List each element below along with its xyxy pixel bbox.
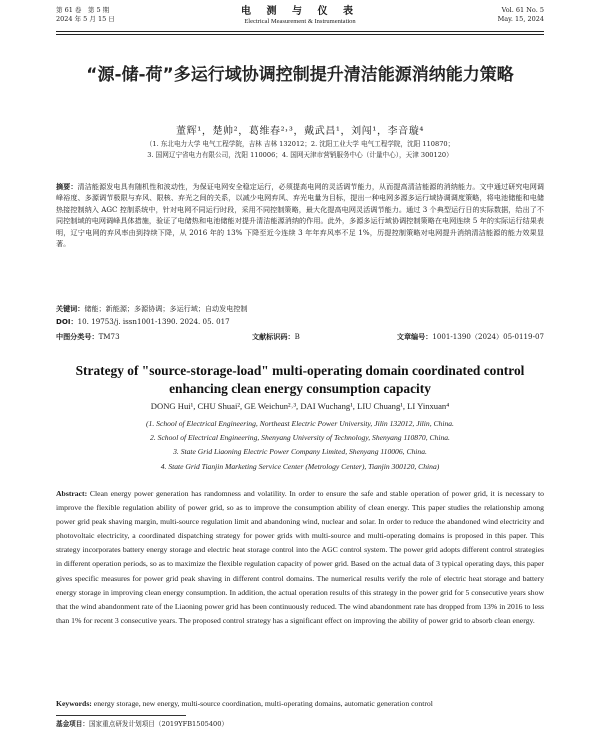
journal-name-cn: 电 测 与 仪 表 (241, 6, 359, 17)
doc-code-label: 文献标识码： (252, 332, 295, 341)
affiliation-line: （1. 东北电力大学 电气工程学院，吉林 吉林 132012；2. 沈阳工业大学 电气工程学院，沈阳 110870； (145, 140, 455, 148)
date-en: May. 15, 2024 (497, 15, 544, 23)
funding-note (56, 719, 544, 729)
abstract-en-label: Abstract: (56, 489, 90, 498)
affiliations-cn (52, 139, 548, 160)
running-header (56, 6, 544, 32)
abstract-en-text: Clean energy power generation has randomness and volatility. In order to ensure the safe and stable operation of power grid, it is necessary to improve the flexible regulation ability of power grid, so as to improve the consumption ability of clean energy. This paper studies the relationship among power grid peak shaving margin, multi-source regulation limit and abandoning wind, nuclear and solar. In order to reduce the abandoned wind electricity and photovoltaic electricity, a coordinated dispatching strategy for power grids with multi-source and multi-operating domains is proposed in this paper. This strategy incorporates battery energy storage and electric heat storage control into the AGC control system. The power grid adopts different control strategies in different operation periods, so as to maximize the flexible regulation capacity of power grid. Based on the actual data of 3 typical operating days, this paper gives specific measures for power grid peak shaving in different control domains. The numerical results verify the role of electric heat storage and battery energy storage in improving clean energy consumption. In addition, the actual operation results of this strategy in the power grid for 5 consecutive years show that the wind abandonment rate of the Liaoning power grid has been continuously reduced. The wind abandonment rate has dropped from 13% in 2016 to less than 1% for recent 3 consecutive years. The proposed control strategy has a significant effect on improving the ability of power grid to absorb clean energy. (56, 489, 544, 625)
funding-label: 基金项目： (56, 720, 89, 728)
doi (56, 316, 544, 327)
doi-text: 10. 19753/j. issn1001-1390. 2024. 05. 017 (77, 317, 230, 326)
keywords-en-label: Keywords: (56, 699, 94, 708)
affiliation-line: 4. State Grid Tianjin Marketing Service Center (Metrology Center), Tianjin 300120, China) (160, 461, 440, 471)
doc-code-value: B (294, 332, 300, 341)
header-rule-thick (56, 31, 544, 32)
keywords-en-text: energy storage, new energy, multi-source coordination, multi-operating domains, automatic generation control (93, 699, 433, 708)
volume-issue-en: Vol. 61 No. 5 (501, 6, 544, 14)
clc-number (56, 331, 120, 342)
affiliation-line: 3. State Grid Liaoning Electric Power Company Limited, Shenyang 110006, China. (173, 447, 427, 457)
title-cn: “源-储-荷”多运行域协调控制提升清洁能源消纳能力策略 (86, 65, 514, 85)
document-code (252, 331, 300, 342)
doi-label: DOI： (56, 317, 78, 326)
keywords-cn-text: 储能；新能源；多源协调；多运行域；自动发电控制 (84, 304, 248, 313)
header-right (498, 6, 544, 24)
affiliation-line: 2. School of Electrical Engineering, Shenyang University of Technology, Shenyang 110870, China. (150, 433, 450, 443)
clc-value: TM73 (98, 332, 120, 341)
title-en: Strategy of "source-storage-load" multi-operating domain coordinated control enhancing clean energy consumption capacity (75, 363, 525, 396)
footnote-rule (56, 715, 186, 716)
affiliation-line: 3. 国网辽宁省电力有限公司，沈阳 110006；4. 国网天津市营销服务中心（计量中心），天津 300120） (147, 150, 453, 159)
keywords-cn (56, 303, 544, 314)
classification-row (56, 331, 544, 343)
abstract-en (56, 487, 544, 628)
funding-text: 国家重点研发计划项目（2019YFB1505400） (88, 720, 229, 728)
article-value: 1001-1390（2024）05-0119-07 (432, 332, 544, 341)
journal-name-en: Electrical Measurement & Instrumentation (244, 18, 356, 25)
article-label: 文章编号： (396, 332, 433, 341)
abstract-cn-text: 清洁能源发电具有随机性和波动性，为保证电网安全稳定运行，必须提高电网的灵活调节能力，从而提高清洁能源的消纳能力。文中通过研究电网调峰裕度、多源调节极限与弃风、限核、弃光之间的关系，以减少电网弃风、弃光电量为目标，提出一种电网多源多运行域协调调度策略，将电池储能和电储热接控制纳入 AGC 控制系统中，针对电网不同运行时段，采用不同控制策略，最大化提高电网灵活调节能力。通过 3 个典型运行日的实际数据，给出了不同控制域的电网调峰具体措施，验证了电储热和电池储能对提升清洁能源消纳的作用。此外，多源多运行域协调控制策略在电网连续 5 年的实际运行结果表明，辽宁电网的弃风率由到持续下降，从 2016 年的 13% 下降至近今连续 3 年年弃风率不足 1%，历提控制策略对电网提升消纳清洁能源的能力效果显著。 (56, 182, 545, 249)
affiliation-line: (1. School of Electrical Engineering, Northeast Electric Power University, Jilin 132012, Jilin, China. (146, 419, 454, 428)
article-number (397, 331, 544, 342)
keywords-en (56, 698, 544, 710)
date-cn: 2024 年 5 月 15 日 (56, 15, 115, 23)
keywords-cn-label: 关键词： (56, 304, 85, 313)
clc-label: 中图分类号： (56, 332, 99, 341)
volume-issue-cn: 第 61 卷 第 5 期 (56, 6, 110, 14)
abstract-cn (56, 181, 544, 249)
header-rule-thin (56, 34, 544, 35)
header-center (56, 6, 544, 26)
affiliations-en (40, 417, 560, 474)
authors-en: DONG Hui¹, CHU Shuai², GE Weichun²˒³, DAI Wuchang¹, LIU Chuang¹, LI Yinxuan⁴ (150, 401, 450, 411)
abstract-cn-label: 摘要： (56, 182, 78, 191)
authors-cn: 董辉¹，楚帅²，葛维春²˒³，戴武昌¹，刘闯¹，李音璇⁴ (176, 126, 424, 137)
